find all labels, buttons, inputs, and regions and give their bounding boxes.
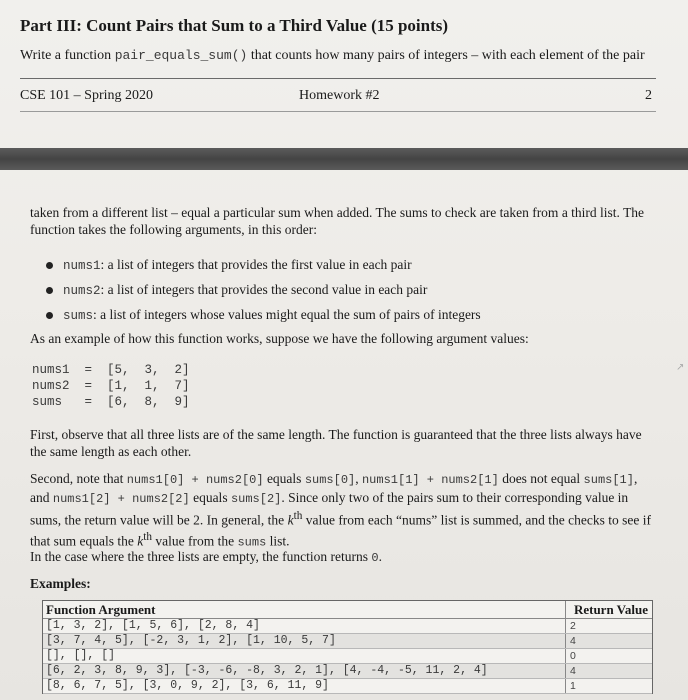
column-header-return: Return Value [565, 601, 652, 618]
text-run: , and [30, 471, 638, 505]
argument-cell: [6, 2, 3, 8, 9, 3], [-3, -6, -8, 3, 2, 1], [4, -4, -5, 11, 2, 4] [46, 664, 488, 677]
table-header [43, 601, 652, 619]
list-item [46, 303, 481, 328]
header-rule-top [20, 78, 656, 79]
argument-name: nums2 [63, 284, 101, 298]
argument-cell: [1, 3, 2], [1, 5, 6], [2, 8, 4] [46, 619, 260, 632]
code-run: sums[0] [304, 473, 356, 487]
text-run: value from the [152, 533, 238, 548]
example-intro: As an example of how this function works, suppose we have the following argument values: [30, 331, 529, 346]
code-run: nums1[0] + nums2[0] [126, 473, 264, 487]
text-run: . [378, 549, 382, 564]
code-run: sums[2] [230, 492, 282, 506]
text-run: list. [266, 533, 290, 548]
page-break-band [0, 148, 688, 170]
page-number: 2 [645, 88, 652, 103]
code-line: sums = [6, 8, 9] [32, 395, 190, 409]
return-cell: 1 [565, 679, 652, 693]
bullet-icon [46, 287, 53, 294]
argument-name: sums [63, 309, 94, 323]
header-rule-bottom [20, 111, 656, 112]
course-label: CSE 101 – Spring 2020 [20, 88, 154, 103]
text-run: equals [189, 490, 231, 505]
intro-sentence [20, 48, 645, 64]
math-k: k [287, 512, 294, 528]
return-cell: 4 [565, 634, 652, 648]
argument-desc: : a list of integers that provides the second value in each pair [100, 282, 428, 297]
text-run: In the case where the three lists are empty, the function returns [30, 549, 372, 564]
argument-cell: [], [], [] [46, 649, 116, 662]
argument-name: nums1 [63, 259, 101, 273]
table-row [43, 664, 652, 679]
scroll-mark-icon: ↗ [676, 362, 685, 373]
text-run: Second, note that [30, 471, 127, 486]
return-cell: 0 [565, 649, 652, 663]
homework-label: Homework #2 [299, 88, 380, 103]
text-run: does not equal [498, 471, 584, 486]
intro-suffix: that counts how many pairs of integers – with each element of the pair [247, 48, 645, 63]
first-observation-paragraph: First, observe that all three lists are of the same length. The function is guaranteed that the three lists always have the same length as each other. [30, 427, 642, 459]
list-item [46, 278, 481, 303]
examples-heading: Examples: [30, 576, 91, 591]
bullet-icon [46, 262, 53, 269]
argument-cell: [3, 7, 4, 5], [-2, 3, 1, 2], [1, 10, 5, 7] [46, 634, 336, 647]
intro-function-name: pair_equals_sum() [114, 48, 248, 63]
intro-prefix: Write a function [20, 48, 115, 63]
code-run: nums1[2] + nums2[2] [52, 492, 190, 506]
return-cell: 4 [565, 664, 652, 678]
table-row [43, 649, 652, 664]
continuation-paragraph: taken from a different list – equal a particular sum when added. The sums to check are taken from a third list. The function takes the following arguments, in this order: [30, 205, 645, 237]
code-run: sums[1] [583, 473, 634, 487]
argument-cell: [8, 6, 7, 5], [3, 0, 9, 2], [3, 6, 11, 9] [46, 679, 329, 692]
return-cell: 2 [565, 619, 652, 633]
table-row [43, 634, 652, 649]
code-run: 0 [371, 551, 379, 565]
column-header-argument: Function Argument [46, 602, 156, 617]
argument-desc: : a list of integers whose values might equal the sum of pairs of integers [93, 307, 481, 322]
text-run: value from each “nums” list is summed, and the checks to see if that sum equals the [30, 512, 651, 548]
text-run: . Since only two of the pairs sum to their corresponding value in sums, the return value will be 2. In general, the [30, 490, 629, 528]
math-k: k [137, 533, 144, 548]
table-row [43, 679, 652, 694]
argument-list [46, 253, 481, 328]
text-run: , [355, 471, 362, 486]
code-run: nums1[1] + nums2[1] [361, 473, 499, 487]
text-run: equals [263, 471, 305, 486]
second-observation-paragraph [30, 470, 655, 551]
math-superscript: th [293, 510, 303, 522]
code-run: sums [237, 535, 267, 549]
math-superscript: th [143, 530, 152, 543]
list-item [46, 253, 481, 278]
examples-table [42, 600, 653, 694]
empty-case-paragraph [30, 548, 382, 567]
code-line: nums1 = [5, 3, 2] [32, 363, 190, 377]
part-title: Part III: Count Pairs that Sum to a Third Value (15 points) [20, 16, 449, 35]
argument-desc: : a list of integers that provides the first value in each pair [100, 257, 412, 272]
code-line: nums2 = [1, 1, 7] [32, 379, 190, 393]
bullet-icon [46, 312, 53, 319]
table-row [43, 619, 652, 634]
code-block [32, 362, 190, 410]
